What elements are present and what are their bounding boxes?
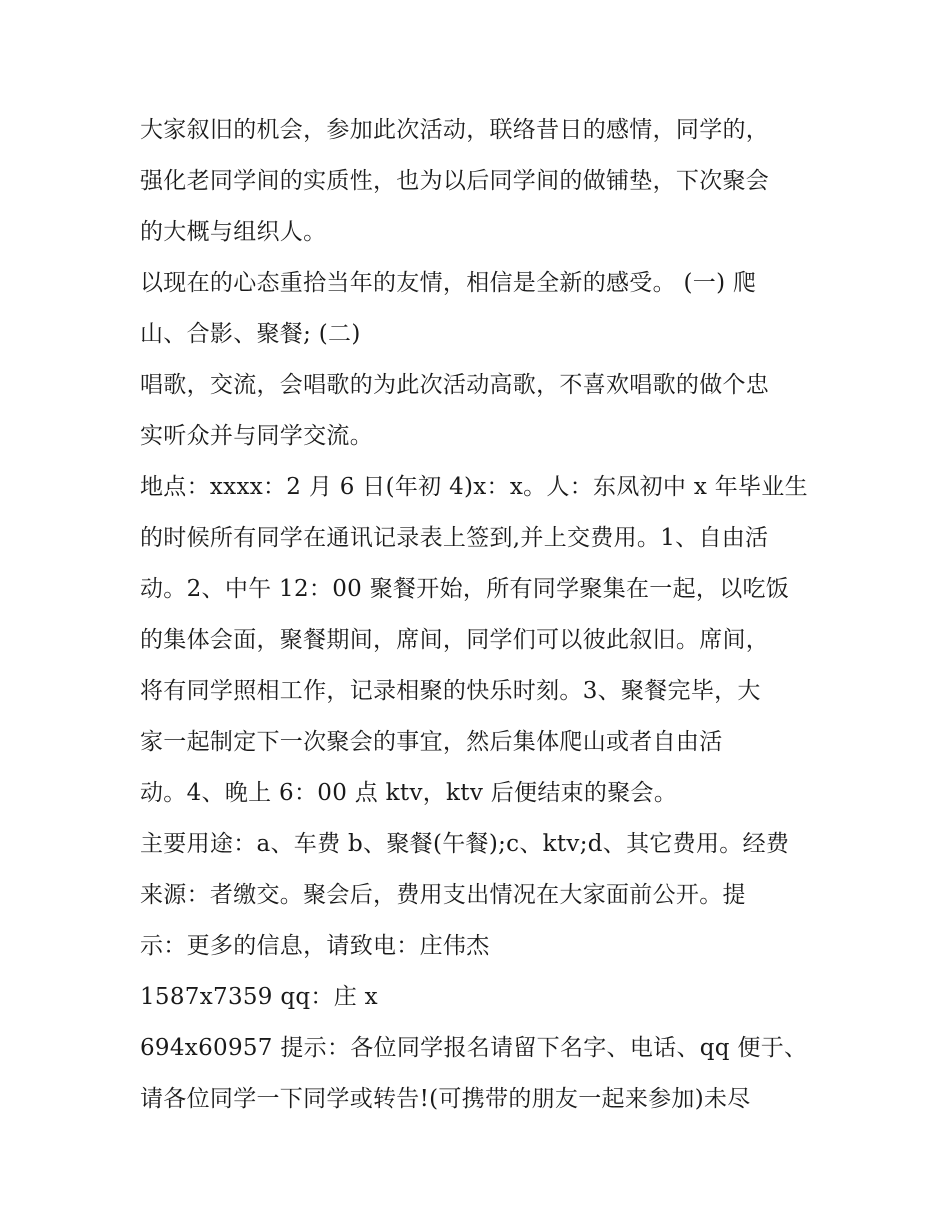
text-line: 请各位同学一下同学或转告!(可携带的朋友一起来参加)未尽 [140,1086,751,1112]
text-line: 的时候所有同学在通讯记录表上签到,并上交费用。1、自由活 [140,525,769,551]
text-line: 动。2、中午 12：00 聚餐开始，所有同学聚集在一起，以吃饭 [140,576,790,602]
text-line: 地点：xxxx：2 月 6 日(年初 4)x：x。人：东凤初中 x 年毕业生 [140,474,808,500]
text-line: 动。4、晚上 6：00 点 ktv，ktv 后便结束的聚会。 [140,780,678,806]
text-line: 强化老同学间的实质性，也为以后同学间的做铺垫，下次聚会 [140,168,770,194]
text-line: 以现在的心态重拾当年的友情，相信是全新的感受。 (一) 爬 [140,270,757,296]
text-line: 主要用途：a、车费 b、聚餐(午餐);c、ktv;d、其它费用。经费 [140,831,790,857]
text-line: 来源：者缴交。聚会后，费用支出情况在大家面前公开。提 [140,882,746,908]
text-line: 将有同学照相工作，记录相聚的快乐时刻。3、聚餐完毕，大 [140,678,761,704]
text-line: 1587x7359 qq：庄 x [140,984,378,1010]
text-line: 示：更多的信息，请致电：庄伟杰 [140,933,490,959]
text-line: 实听众并与同学交流。 [140,423,373,449]
text-line: 家一起制定下一次聚会的事宜，然后集体爬山或者自由活 [140,729,723,755]
text-line: 山、合影、聚餐; (二) [140,321,361,347]
text-line: 的集体会面，聚餐期间，席间，同学们可以彼此叙旧。席间， [140,627,770,653]
text-line: 的大概与组织人。 [140,219,327,245]
text-line: 大家叙旧的机会，参加此次活动，联络昔日的感情，同学的， [140,117,770,143]
text-line: 唱歌，交流，会唱歌的为此次活动高歌，不喜欢唱歌的做个忠 [140,372,770,398]
text-line: 694x60957 提示：各位同学报名请留下名字、电话、qq 便于、 [140,1035,808,1061]
